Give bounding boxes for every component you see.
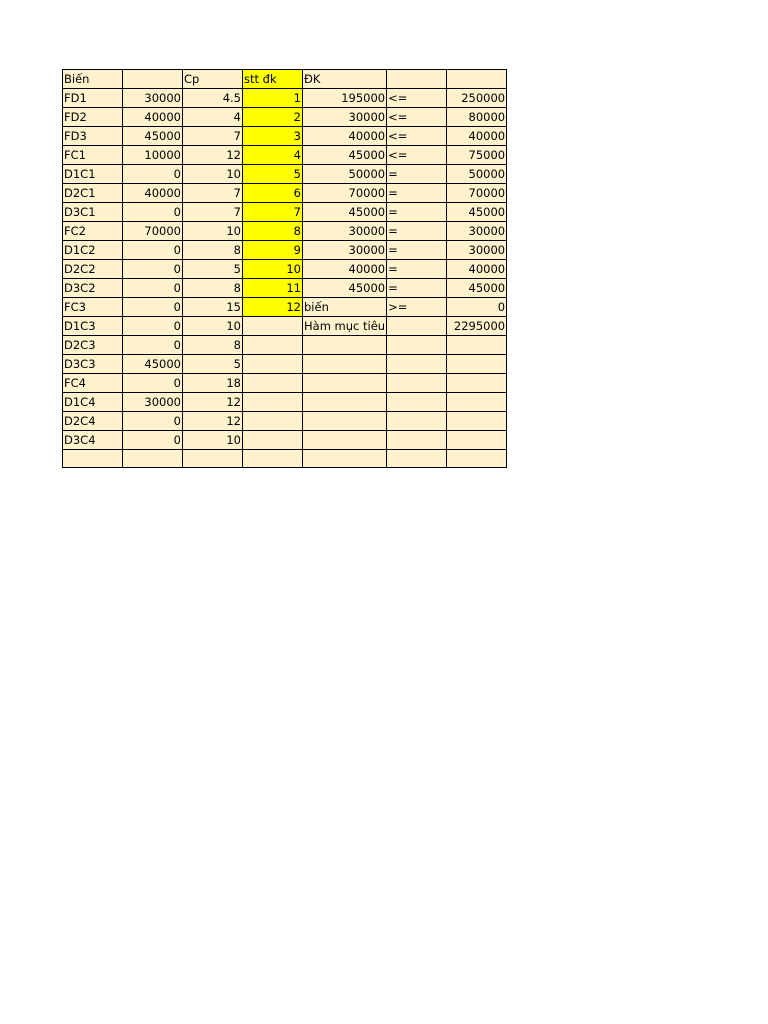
variable-name-cell[interactable]: D2C1	[63, 184, 123, 203]
empty-cell[interactable]	[387, 336, 447, 355]
table-row	[63, 108, 507, 127]
variable-value-cell[interactable]: 0	[123, 203, 183, 222]
cost-cp-cell[interactable]: 10	[183, 317, 243, 336]
constraint-operator-cell[interactable]: <=	[387, 89, 447, 108]
variable-value-cell[interactable]: 0	[123, 165, 183, 184]
constraint-rhs-cell[interactable]: 250000	[447, 89, 507, 108]
empty-cell[interactable]	[243, 431, 303, 450]
empty-cell[interactable]	[243, 412, 303, 431]
constraint-index-cell[interactable]: 6	[243, 184, 303, 203]
spreadsheet-body	[63, 70, 507, 468]
empty-cell[interactable]	[387, 450, 447, 468]
table-row	[63, 336, 507, 355]
empty-cell[interactable]	[447, 412, 507, 431]
variable-name-cell[interactable]: D3C4	[63, 431, 123, 450]
empty-cell[interactable]	[303, 450, 387, 468]
empty-cell[interactable]	[447, 336, 507, 355]
variable-value-cell[interactable]: 0	[123, 241, 183, 260]
constraint-operator-cell[interactable]: <=	[387, 108, 447, 127]
empty-cell[interactable]	[303, 393, 387, 412]
constraint-operator-cell[interactable]: <=	[387, 146, 447, 165]
constraint-operator-cell[interactable]: =	[387, 203, 447, 222]
empty-cell[interactable]	[387, 431, 447, 450]
variable-name-cell[interactable]: FD1	[63, 89, 123, 108]
table-row	[63, 222, 507, 241]
empty-cell[interactable]	[303, 431, 387, 450]
header-cell-value[interactable]	[123, 70, 183, 89]
constraint-lhs-cell[interactable]: 30000	[303, 241, 387, 260]
table-row	[63, 298, 507, 317]
table-row	[63, 146, 507, 165]
empty-cell[interactable]	[387, 355, 447, 374]
variable-name-cell[interactable]: D1C4	[63, 393, 123, 412]
empty-cell[interactable]	[447, 450, 507, 468]
table-row	[63, 393, 507, 412]
empty-cell[interactable]	[303, 412, 387, 431]
cost-cp-cell[interactable]: 12	[183, 393, 243, 412]
constraint-index-cell[interactable]: 5	[243, 165, 303, 184]
variable-value-cell[interactable]: 10000	[123, 146, 183, 165]
variable-name-cell[interactable]: D2C2	[63, 260, 123, 279]
constraint-index-cell[interactable]	[243, 317, 303, 336]
empty-cell[interactable]	[243, 374, 303, 393]
table-row	[63, 241, 507, 260]
table-row	[63, 127, 507, 146]
empty-cell[interactable]	[387, 317, 447, 336]
constraint-index-cell[interactable]: 10	[243, 260, 303, 279]
variable-name-cell[interactable]: FD3	[63, 127, 123, 146]
constraint-rhs-cell[interactable]: 40000	[447, 127, 507, 146]
variable-name-cell[interactable]: D1C3	[63, 317, 123, 336]
variable-value-cell[interactable]: 45000	[123, 355, 183, 374]
table-row	[63, 450, 507, 468]
variable-name-cell[interactable]: D2C3	[63, 336, 123, 355]
header-cell-rhs[interactable]	[447, 70, 507, 89]
variable-name-cell[interactable]: D3C3	[63, 355, 123, 374]
cost-cp-cell[interactable]	[183, 450, 243, 468]
cost-cp-cell[interactable]: 5	[183, 355, 243, 374]
constraint-index-cell[interactable]: 2	[243, 108, 303, 127]
constraint-lhs-cell[interactable]: 30000	[303, 222, 387, 241]
empty-cell[interactable]	[387, 374, 447, 393]
constraint-index-cell[interactable]: 3	[243, 127, 303, 146]
variable-name-cell[interactable]: D1C2	[63, 241, 123, 260]
cost-cp-cell[interactable]: 15	[183, 298, 243, 317]
variable-value-cell[interactable]: 30000	[123, 89, 183, 108]
variable-name-cell[interactable]: FC2	[63, 222, 123, 241]
empty-cell[interactable]	[387, 393, 447, 412]
variable-name-cell[interactable]: D2C4	[63, 412, 123, 431]
variable-name-cell[interactable]: FD2	[63, 108, 123, 127]
variable-value-cell[interactable]: 0	[123, 298, 183, 317]
variable-value-cell[interactable]: 0	[123, 412, 183, 431]
header-cell-bien[interactable]: Biến	[63, 70, 123, 89]
constraint-rhs-cell[interactable]: 0	[447, 298, 507, 317]
objective-label-cell[interactable]: Hàm mục tiêu	[303, 317, 387, 336]
constraint-rhs-cell[interactable]: 70000	[447, 184, 507, 203]
constraint-rhs-cell[interactable]: 45000	[447, 203, 507, 222]
constraint-operator-cell[interactable]: =	[387, 260, 447, 279]
empty-cell[interactable]	[243, 336, 303, 355]
empty-cell[interactable]	[243, 393, 303, 412]
empty-cell[interactable]	[447, 431, 507, 450]
constraint-lhs-cell[interactable]: biến	[303, 298, 387, 317]
constraint-rhs-cell[interactable]: 30000	[447, 241, 507, 260]
constraint-lhs-cell[interactable]: 40000	[303, 260, 387, 279]
empty-cell[interactable]	[303, 336, 387, 355]
constraint-lhs-cell[interactable]: 45000	[303, 279, 387, 298]
variable-value-cell[interactable]: 0	[123, 260, 183, 279]
constraint-lhs-cell[interactable]: 70000	[303, 184, 387, 203]
variable-value-cell[interactable]: 40000	[123, 184, 183, 203]
empty-cell[interactable]	[447, 374, 507, 393]
header-cell-dk[interactable]: ĐK	[303, 70, 387, 89]
variable-name-cell[interactable]: FC3	[63, 298, 123, 317]
variable-value-cell[interactable]: 0	[123, 317, 183, 336]
header-cell-operator[interactable]	[387, 70, 447, 89]
objective-value-cell[interactable]: 2295000	[447, 317, 507, 336]
variable-value-cell[interactable]: 45000	[123, 127, 183, 146]
header-cell-stt-dk[interactable]: stt đk	[243, 70, 303, 89]
variable-name-cell[interactable]	[63, 450, 123, 468]
cost-cp-cell[interactable]: 5	[183, 260, 243, 279]
variable-value-cell[interactable]: 30000	[123, 393, 183, 412]
table-row	[63, 89, 507, 108]
variable-value-cell[interactable]: 40000	[123, 108, 183, 127]
constraint-operator-cell[interactable]: >=	[387, 298, 447, 317]
constraint-operator-cell[interactable]: =	[387, 241, 447, 260]
variable-name-cell[interactable]: D3C2	[63, 279, 123, 298]
table-row	[63, 165, 507, 184]
table-row	[63, 374, 507, 393]
constraint-rhs-cell[interactable]: 40000	[447, 260, 507, 279]
table-row	[63, 203, 507, 222]
cost-cp-cell[interactable]: 4	[183, 108, 243, 127]
constraint-index-cell[interactable]: 4	[243, 146, 303, 165]
constraint-operator-cell[interactable]: <=	[387, 127, 447, 146]
constraint-lhs-cell[interactable]: 195000	[303, 89, 387, 108]
constraint-operator-cell[interactable]: =	[387, 279, 447, 298]
cost-cp-cell[interactable]: 10	[183, 165, 243, 184]
constraint-rhs-cell[interactable]: 75000	[447, 146, 507, 165]
variable-name-cell[interactable]: D3C1	[63, 203, 123, 222]
constraint-lhs-cell[interactable]: 45000	[303, 146, 387, 165]
constraint-index-cell[interactable]: 12	[243, 298, 303, 317]
cost-cp-cell[interactable]: 8	[183, 279, 243, 298]
constraint-rhs-cell[interactable]: 50000	[447, 165, 507, 184]
constraint-rhs-cell[interactable]: 45000	[447, 279, 507, 298]
variable-value-cell[interactable]	[123, 450, 183, 468]
table-row	[63, 184, 507, 203]
empty-cell[interactable]	[303, 355, 387, 374]
variable-value-cell[interactable]: 70000	[123, 222, 183, 241]
table-row	[63, 355, 507, 374]
table-row	[63, 431, 507, 450]
table-row	[63, 279, 507, 298]
empty-cell[interactable]	[447, 355, 507, 374]
cost-cp-cell[interactable]: 8	[183, 336, 243, 355]
constraint-index-cell[interactable]: 1	[243, 89, 303, 108]
constraint-index-cell[interactable]: 11	[243, 279, 303, 298]
cost-cp-cell[interactable]: 18	[183, 374, 243, 393]
variable-value-cell[interactable]: 0	[123, 431, 183, 450]
empty-cell[interactable]	[387, 412, 447, 431]
cost-cp-cell[interactable]: 7	[183, 184, 243, 203]
empty-cell[interactable]	[447, 393, 507, 412]
constraint-rhs-cell[interactable]: 80000	[447, 108, 507, 127]
cost-cp-cell[interactable]: 7	[183, 203, 243, 222]
constraint-lhs-cell[interactable]: 40000	[303, 127, 387, 146]
constraint-index-cell[interactable]: 8	[243, 222, 303, 241]
constraint-lhs-cell[interactable]: 45000	[303, 203, 387, 222]
constraint-lhs-cell[interactable]: 50000	[303, 165, 387, 184]
cost-cp-cell[interactable]: 12	[183, 146, 243, 165]
variable-value-cell[interactable]: 0	[123, 374, 183, 393]
table-row	[63, 412, 507, 431]
header-row	[63, 70, 507, 89]
variable-value-cell[interactable]: 0	[123, 279, 183, 298]
constraint-lhs-cell[interactable]: 30000	[303, 108, 387, 127]
cost-cp-cell[interactable]: 10	[183, 222, 243, 241]
constraint-index-cell[interactable]: 9	[243, 241, 303, 260]
cost-cp-cell[interactable]: 10	[183, 431, 243, 450]
constraint-operator-cell[interactable]: =	[387, 165, 447, 184]
constraint-rhs-cell[interactable]: 30000	[447, 222, 507, 241]
cost-cp-cell[interactable]: 8	[183, 241, 243, 260]
constraint-index-cell[interactable]: 7	[243, 203, 303, 222]
table-row	[63, 260, 507, 279]
variable-name-cell[interactable]: D1C1	[63, 165, 123, 184]
variable-name-cell[interactable]: FC4	[63, 374, 123, 393]
table-row	[63, 317, 507, 336]
constraint-operator-cell[interactable]: =	[387, 184, 447, 203]
empty-cell[interactable]	[243, 355, 303, 374]
empty-cell[interactable]	[243, 450, 303, 468]
header-cell-cp[interactable]: Cp	[183, 70, 243, 89]
constraint-operator-cell[interactable]: =	[387, 222, 447, 241]
empty-cell[interactable]	[303, 374, 387, 393]
spreadsheet-grid	[62, 69, 507, 468]
variable-value-cell[interactable]: 0	[123, 336, 183, 355]
cost-cp-cell[interactable]: 12	[183, 412, 243, 431]
cost-cp-cell[interactable]: 7	[183, 127, 243, 146]
variable-name-cell[interactable]: FC1	[63, 146, 123, 165]
cost-cp-cell[interactable]: 4.5	[183, 89, 243, 108]
